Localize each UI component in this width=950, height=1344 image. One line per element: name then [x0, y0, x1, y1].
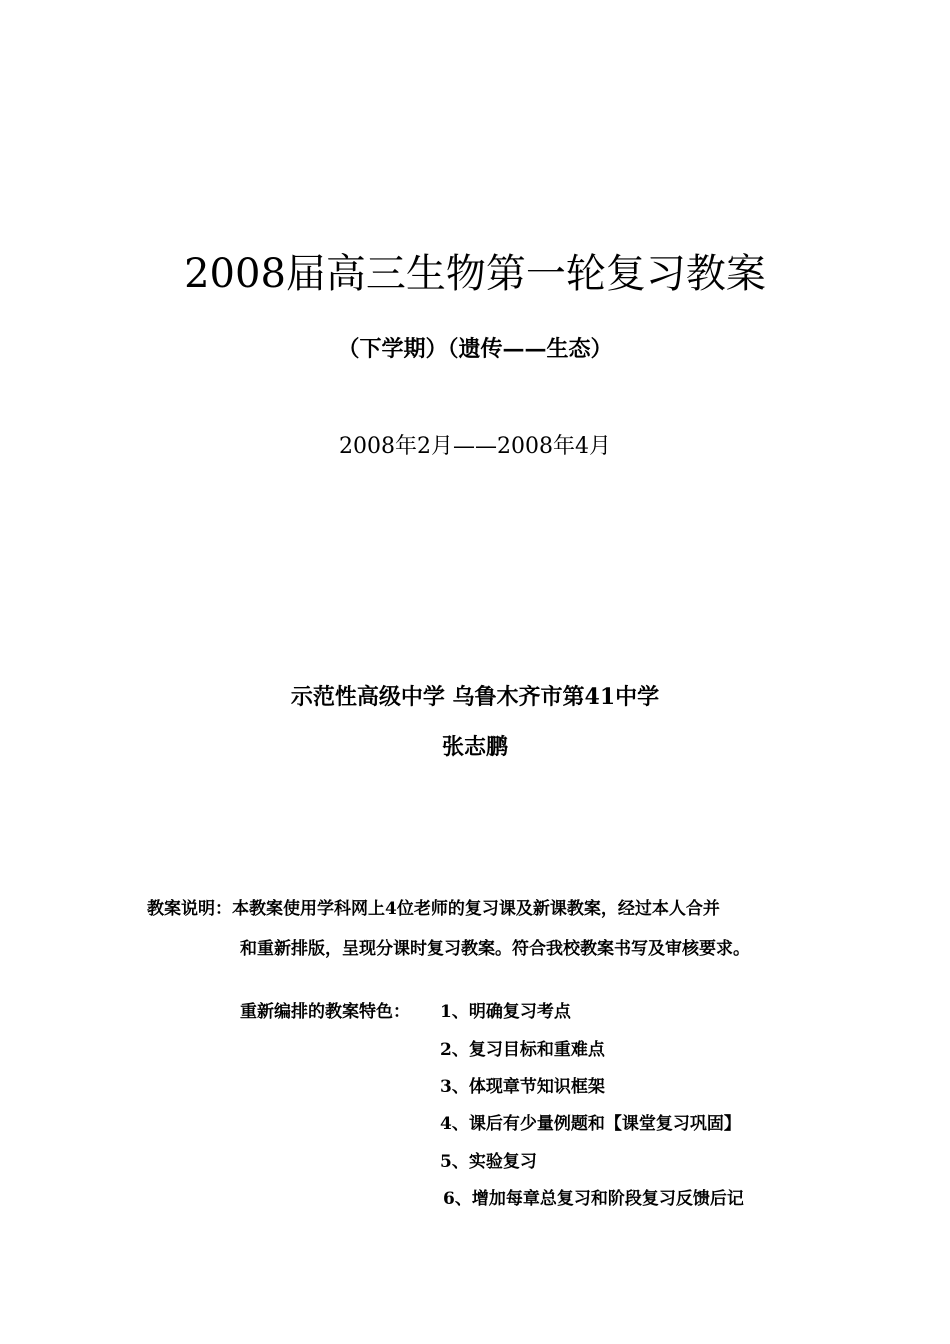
- feature-item: 6、增加每章总复习和阶段复习反馈后记: [443, 1189, 744, 1209]
- author-name: 张志鹏: [441, 734, 508, 760]
- features-label: 重新编排的教案特色：: [240, 1002, 410, 1022]
- document-subtitle: （下学期）（遗传——生态）: [337, 336, 613, 362]
- date-range: 2008年2月——2008年4月: [339, 434, 611, 459]
- feature-item: 2、复习目标和重难点: [440, 1040, 605, 1060]
- feature-item: 4、课后有少量例题和【课堂复习巩固】: [440, 1114, 741, 1134]
- document-title: 2008届高三生物第一轮复习教案: [184, 251, 766, 297]
- feature-item: 3、体现章节知识框架: [440, 1077, 605, 1097]
- note-line-1: 教案说明：本教案使用学科网上4位老师的复习课及新课教案，经过本人合并: [147, 899, 720, 919]
- feature-item: 1、明确复习考点: [440, 1002, 571, 1022]
- feature-item: 5、实验复习: [440, 1152, 537, 1172]
- note-line-2: 和重新排版，呈现分课时复习教案。符合我校教案书写及审核要求。: [240, 939, 750, 959]
- school-name: 示范性高级中学 乌鲁木齐市第41中学: [290, 684, 660, 710]
